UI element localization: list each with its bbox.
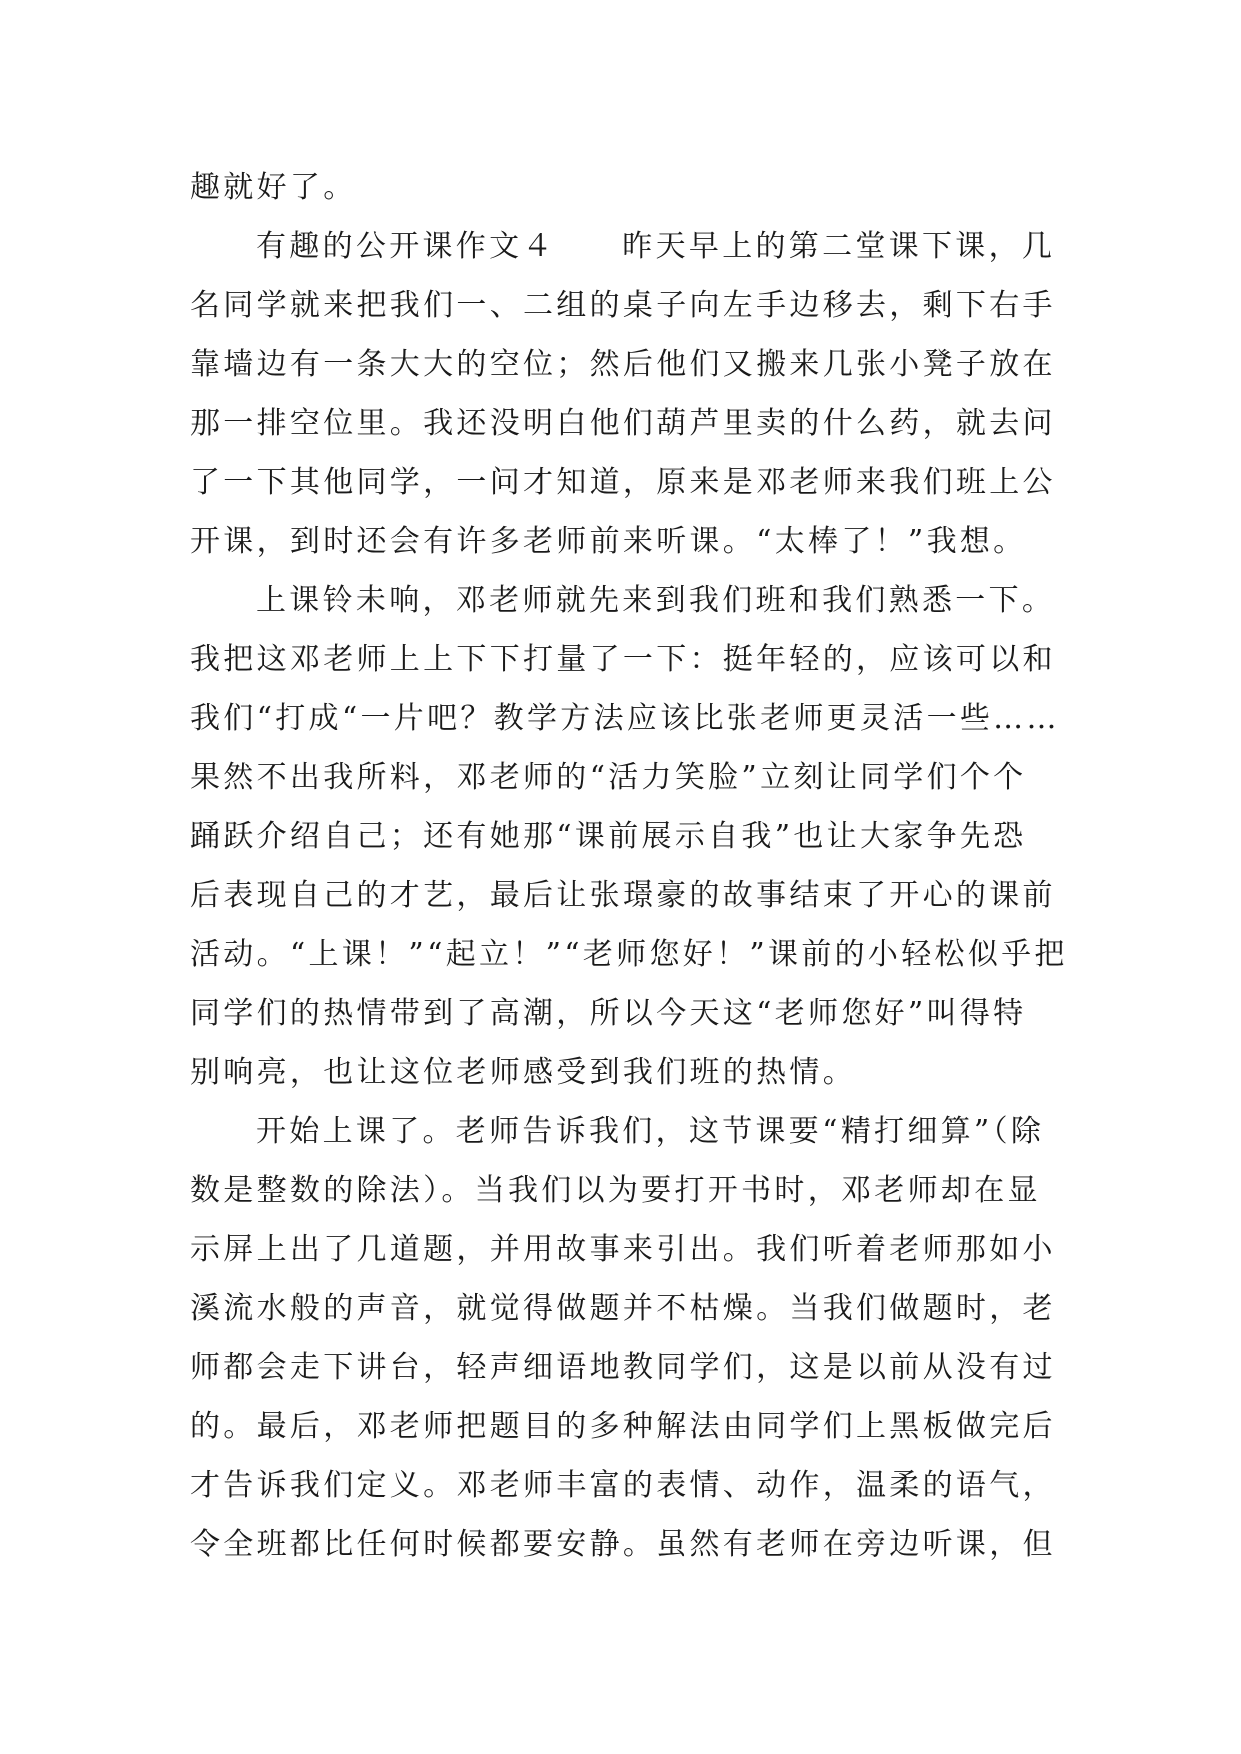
text-line: 名同学就来把我们一、二组的桌子向左手边移去，剩下右手 (190, 288, 1056, 323)
text-line: 开始上课了。老师告诉我们，这节课要“精打细算”（除 (256, 1114, 1045, 1149)
text-line: 示屏上出了几道题，并用故事来引出。我们听着老师那如小 (190, 1232, 1056, 1267)
text-line: 后表现自己的才艺，最后让张璟豪的故事结束了开心的课前 (190, 878, 1056, 913)
text-line: 那一排空位里。我还没明白他们葫芦里卖的什么药，就去问 (190, 406, 1056, 441)
text-line: 别响亮，也让这位老师感受到我们班的热情。 (190, 1055, 856, 1090)
text-line: 活动。“上课！”“起立！”“老师您好！”课前的小轻松似乎把 (190, 937, 1068, 972)
body-text (190, 158, 1090, 1574)
text-line: 令全班都比任何时候都要安静。虽然有老师在旁边听课，但 (190, 1527, 1056, 1562)
text-line: 才告诉我们定义。邓老师丰富的表情、动作，温柔的语气， (190, 1468, 1056, 1503)
text-line: 溪流水般的声音，就觉得做题并不枯燥。当我们做题时，老 (190, 1291, 1056, 1326)
text-line: 开课，到时还会有许多老师前来听课。“太棒了！”我想。 (190, 524, 1027, 559)
text-line: 我们“打成“一片吧？教学方法应该比张老师更灵活一些…… (190, 701, 1060, 736)
text-line: 有趣的公开课作文４ 昨天早上的第二堂课下课，几 (256, 229, 1056, 264)
text-line: 我把这邓老师上上下下打量了一下：挺年轻的，应该可以和 (190, 642, 1056, 677)
text-line: 靠墙边有一条大大的空位；然后他们又搬来几张小凳子放在 (190, 347, 1056, 382)
text-line: 师都会走下讲台，轻声细语地教同学们，这是以前从没有过 (190, 1350, 1056, 1385)
text-line: 了一下其他同学，一问才知道，原来是邓老师来我们班上公 (190, 465, 1056, 500)
text-line: 踊跃介绍自己；还有她那“课前展示自我”也让大家争先恐 (190, 819, 1027, 854)
text-line: 的。最后，邓老师把题目的多种解法由同学们上黑板做完后 (190, 1409, 1056, 1444)
text-line: 趣就好了。 (190, 170, 357, 205)
text-line: 上课铃未响，邓老师就先来到我们班和我们熟悉一下。 (256, 583, 1056, 618)
text-line: 同学们的热情带到了高潮，所以今天这“老师您好”叫得特 (190, 996, 1027, 1031)
text-line: 果然不出我所料，邓老师的“活力笑脸”立刻让同学们个个 (190, 760, 1027, 795)
text-line: 数是整数的除法）。当我们以为要打开书时，邓老师却在显 (190, 1173, 1041, 1208)
